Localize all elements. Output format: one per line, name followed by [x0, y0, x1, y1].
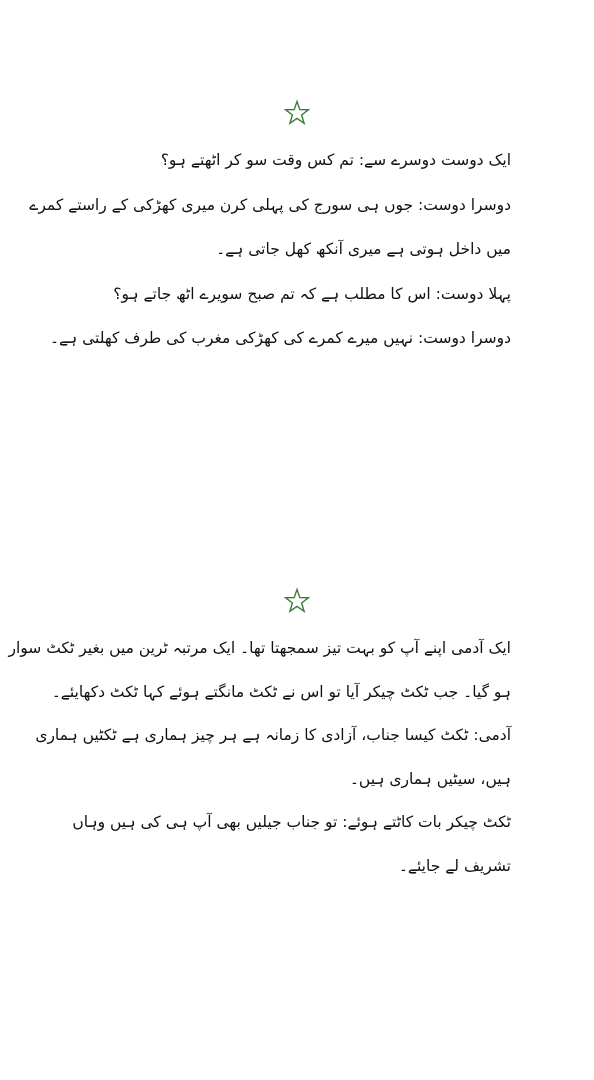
joke-1-line-2: دوسرا دوست: جوں ہی سورج کی پہلی کرن میری کھڑکی کے راستے کمرے: [29, 195, 511, 214]
joke-2-line-2: ہو گیا۔ جب ٹکٹ چیکر آیا تو اس نے ٹکٹ مانگتے ہوئے کہا ٹکٹ دکھایئے۔: [51, 682, 511, 701]
joke-2-line-4: ہیں، سیٹیں ہماری ہیں۔: [349, 769, 511, 788]
joke-1: [29, 150, 511, 373]
joke-1-line-1: ایک دوست دوسرے سے: تم کس وقت سو کر اٹھتے ہو؟: [160, 151, 511, 169]
joke-2: [8, 638, 511, 899]
joke-2-line-6: تشریف لے جایئے۔: [398, 856, 511, 875]
joke-2-line-1: ایک آدمی اپنے آپ کو بہت تیز سمجھتا تھا۔ ایک مرتبہ ٹرین میں بغیر ٹکٹ سوار: [8, 639, 511, 657]
joke-2-line-5: ٹکٹ چیکر بات کاٹتے ہوئے: تو جناب جیلیں بھی آپ ہی کی ہیں وہاں: [72, 813, 511, 831]
joke-2-line-3: آدمی: ٹکٹ کیسا جناب، آزادی کا زمانہ ہے ہر چیز ہماری ہے ٹکٹیں ہماری: [35, 726, 511, 744]
star-outline-icon: [284, 588, 310, 614]
joke-1-line-5: دوسرا دوست: نہیں میرے کمرے کی کھڑکی مغرب کی طرف کھلتی ہے۔: [49, 329, 511, 347]
joke-1-line-3: میں داخل ہوتی ہے میری آنکھ کھل جاتی ہے۔: [216, 240, 511, 258]
star-outline-icon: [284, 100, 310, 126]
joke-1-line-4: پہلا دوست: اس کا مطلب ہے کہ تم صبح سویرے اٹھ جاتے ہو؟: [113, 284, 511, 303]
